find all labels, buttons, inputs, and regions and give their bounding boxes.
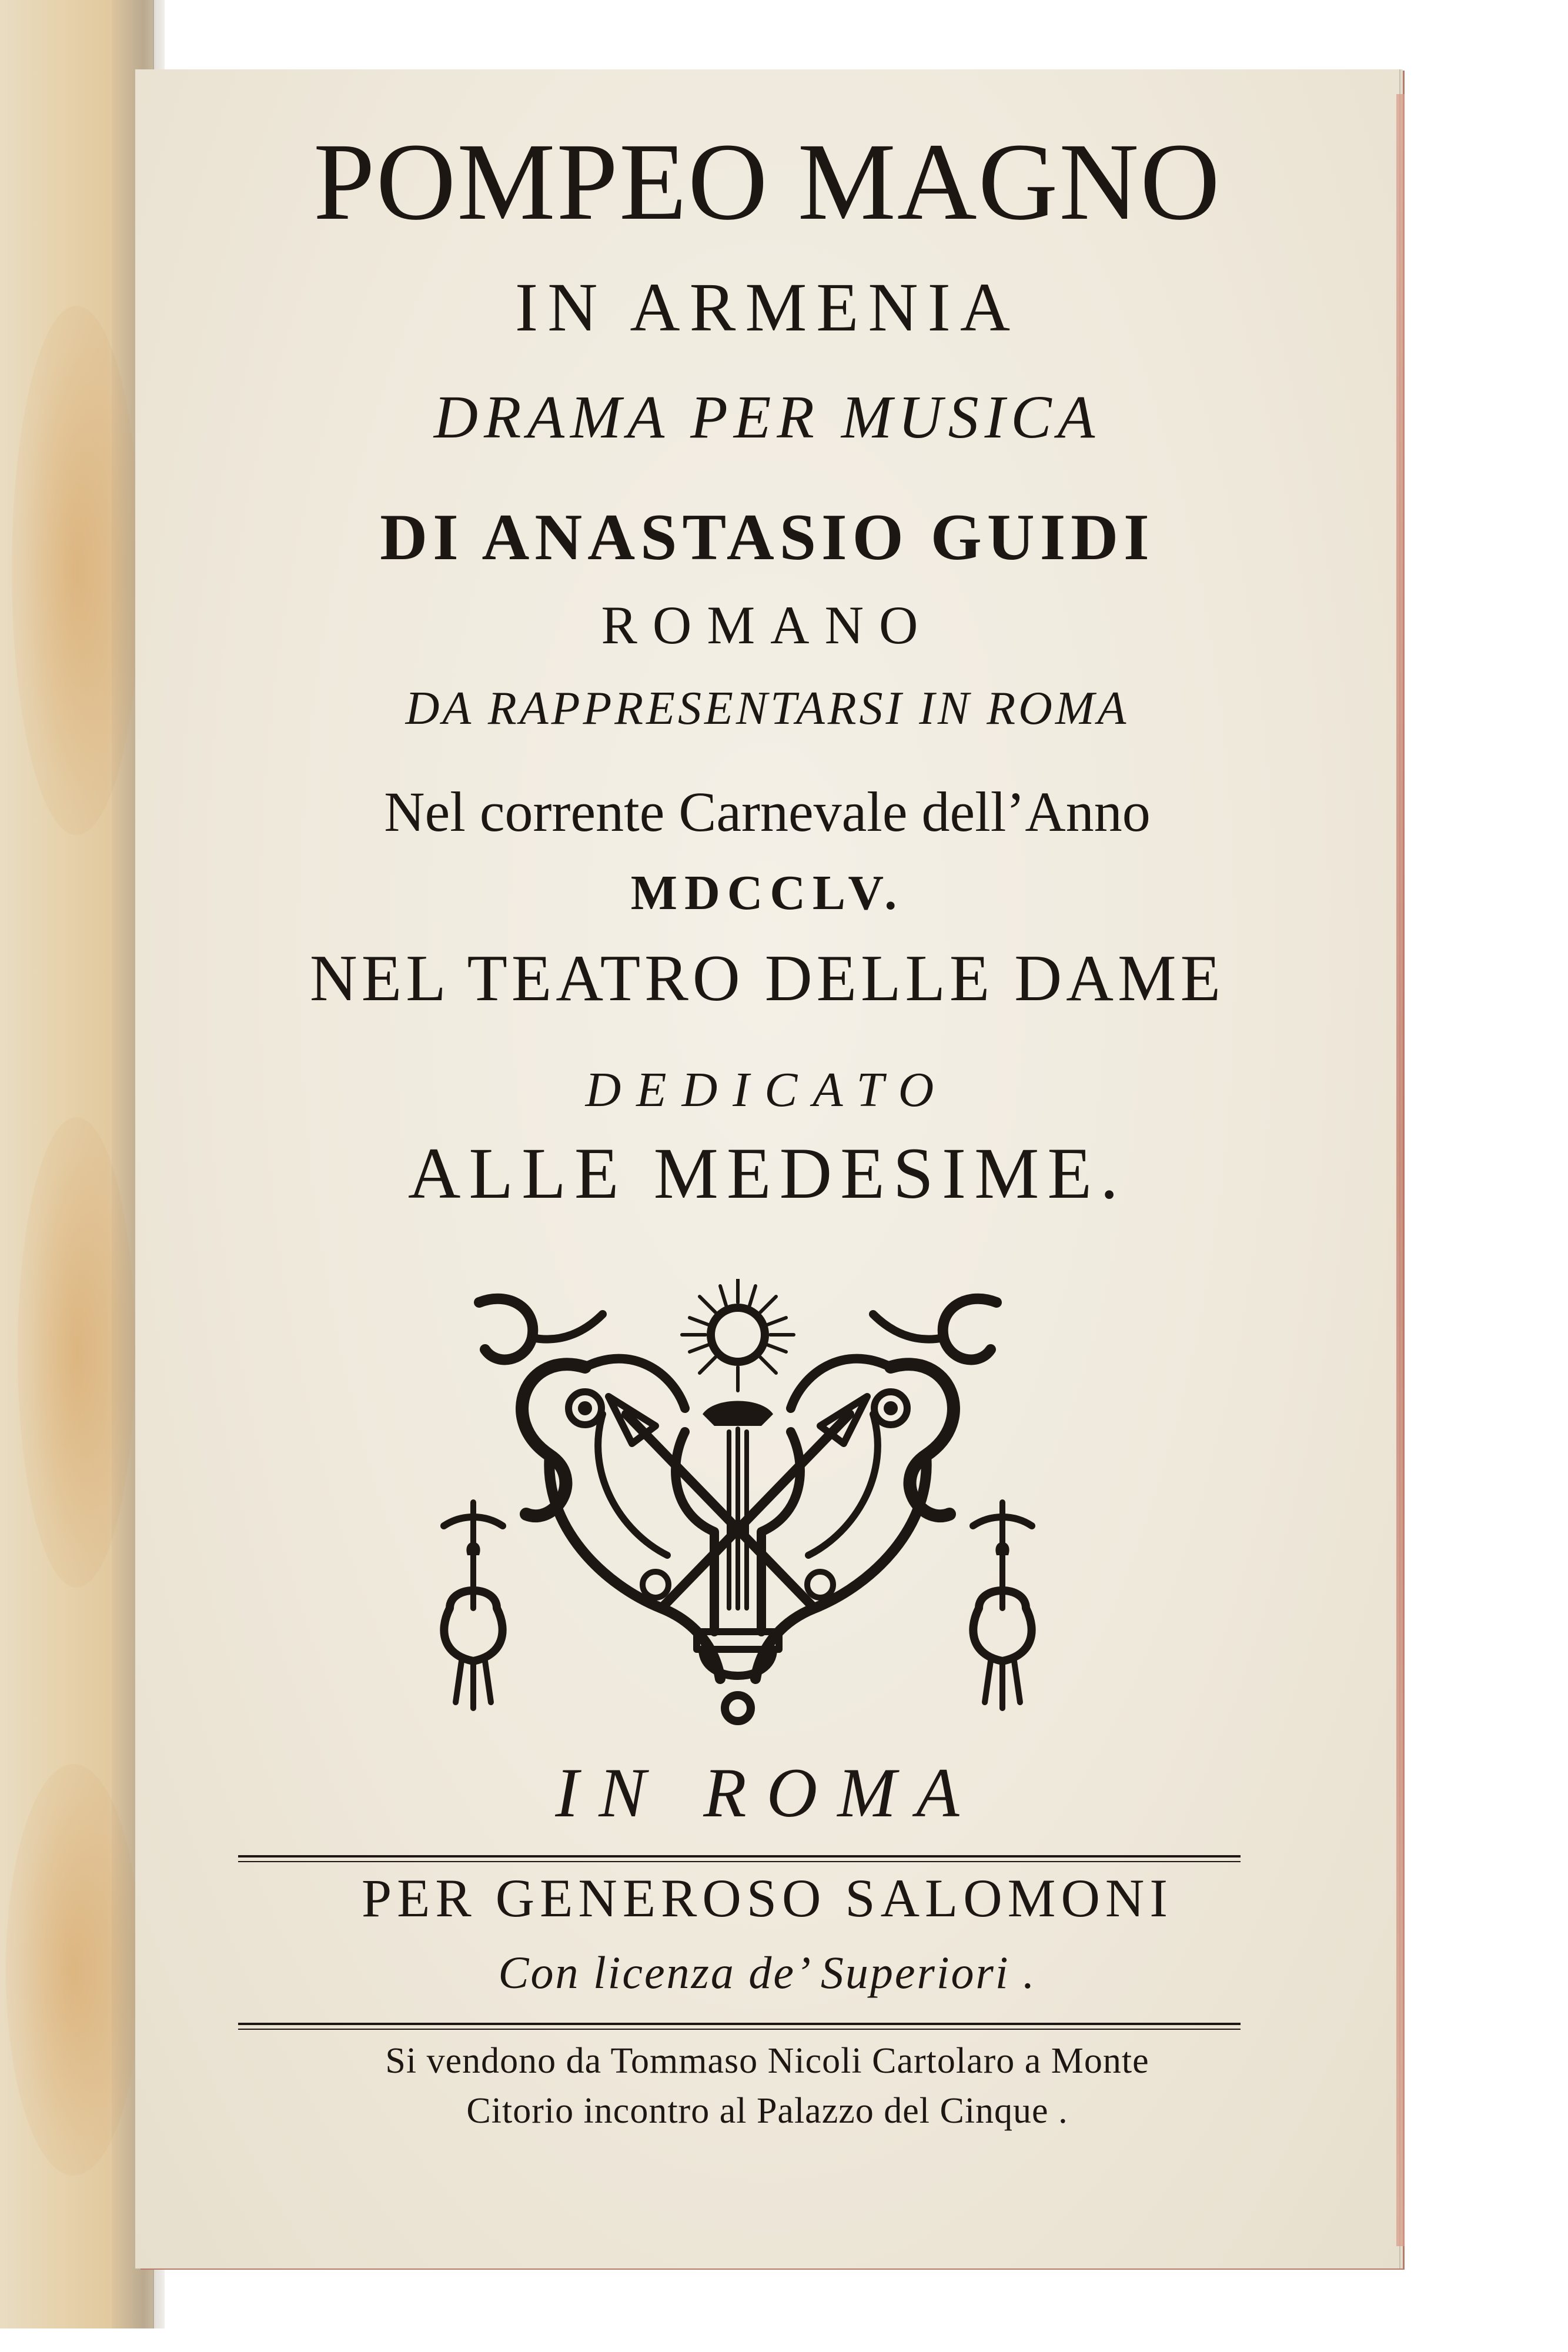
season-line: Nel corrente Carnevale dell’Anno [384,780,1151,843]
year-line: MDCCLV. [630,866,904,920]
author-line: DI ANASTASIO GUIDI [380,501,1155,574]
theatre-line: NEL TEATRO DELLE DAME [309,942,1225,1015]
dedication-line: ALLE MEDESIME. [407,1133,1127,1214]
printer-line: PER GENEROSO SALOMONI [362,1868,1173,1928]
printers-ornament-icon [409,1279,1067,1738]
license-line: Con licenza de’ Superiori . [498,1947,1037,1998]
seller-line-2: Citorio incontro al Palazzo del Cinque . [466,2091,1068,2131]
genre-line: DRAMA PER MUSICA [433,383,1101,451]
seller-line-1: Si vendono da Tommaso Nicoli Cartolaro a Monte [385,2041,1149,2081]
book-title: POMPEO MAGNO [313,120,1221,243]
author-origin: ROMANO [601,595,934,655]
imprint-rule-top [238,1855,1241,1857]
imprint-rule-bottom [238,2023,1241,2025]
imprint-place: IN ROMA [555,1753,979,1832]
imprint-rule-bottom-thin [238,2029,1241,2030]
performance-line: DA RAPPRESENTARSI IN ROMA [405,683,1129,734]
dedication-label: DEDICATO [585,1063,950,1117]
book-subtitle: IN ARMENIA [514,269,1020,346]
imprint-rule-top-thin [238,1861,1241,1862]
